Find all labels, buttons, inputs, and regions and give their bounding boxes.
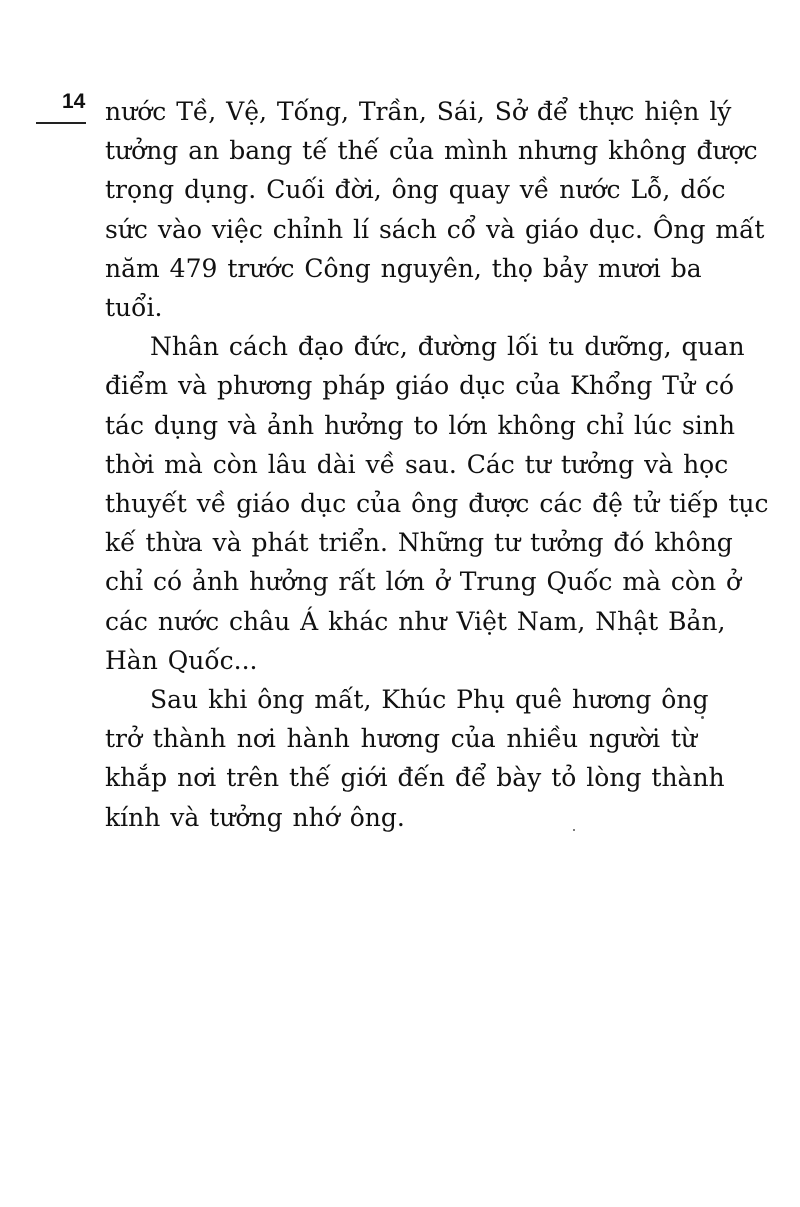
text-line: trọng dụng. Cuối đời, ông quay về nước Lỗ, dốc <box>105 175 726 205</box>
text-line: sức vào việc chỉnh lí sách cổ và giáo dục. Ông mất <box>105 214 765 244</box>
page-number: 14 <box>62 90 86 113</box>
body-text <box>105 92 769 837</box>
text-line: chỉ có ảnh hưởng rất lớn ở Trung Quốc mà còn ở <box>105 567 742 597</box>
text-line: thời mà còn lâu dài về sau. Các tư tưởng và học <box>105 449 729 479</box>
paragraph-1 <box>105 92 765 327</box>
text-line: Hàn Quốc... <box>105 645 258 675</box>
text-line: tác dụng và ảnh hưởng to lớn không chỉ lúc sinh <box>105 410 735 440</box>
text-line: tưởng an bang tế thế của mình nhưng không được <box>105 136 758 166</box>
text-line: Nhân cách đạo đức, đường lối tu dưỡng, quan <box>150 332 745 362</box>
text-line: khắp nơi trên thế giới đến để bày tỏ lòng thành <box>105 763 725 793</box>
page-number-rule <box>36 122 86 124</box>
text-line: các nước châu Á khác như Việt Nam, Nhật Bản, <box>105 606 726 636</box>
text-line: thuyết về giáo dục của ông được các đệ tử tiếp tục <box>105 489 769 519</box>
scan-speck <box>573 829 575 831</box>
text-line: kính và tưởng nhớ ông. <box>105 802 405 832</box>
text-line: tuổi. <box>105 293 163 323</box>
text-line: nước Tề, Vệ, Tống, Trần, Sái, Sở để thực hiện lý <box>105 97 732 126</box>
paragraph-3 <box>105 680 725 837</box>
text-line: điểm và phương pháp giáo dục của Khổng Tử có <box>105 371 735 401</box>
text-line: Sau khi ông mất, Khúc Phụ quê hương ông <box>150 685 709 715</box>
text-line: kế thừa và phát triển. Những tư tưởng đó không <box>105 528 733 558</box>
scan-speck <box>701 716 704 719</box>
paragraph-2 <box>105 327 769 680</box>
text-line: năm 479 trước Công nguyên, thọ bảy mươi ba <box>105 253 702 283</box>
text-line: trở thành nơi hành hương của nhiều người từ <box>105 724 697 754</box>
